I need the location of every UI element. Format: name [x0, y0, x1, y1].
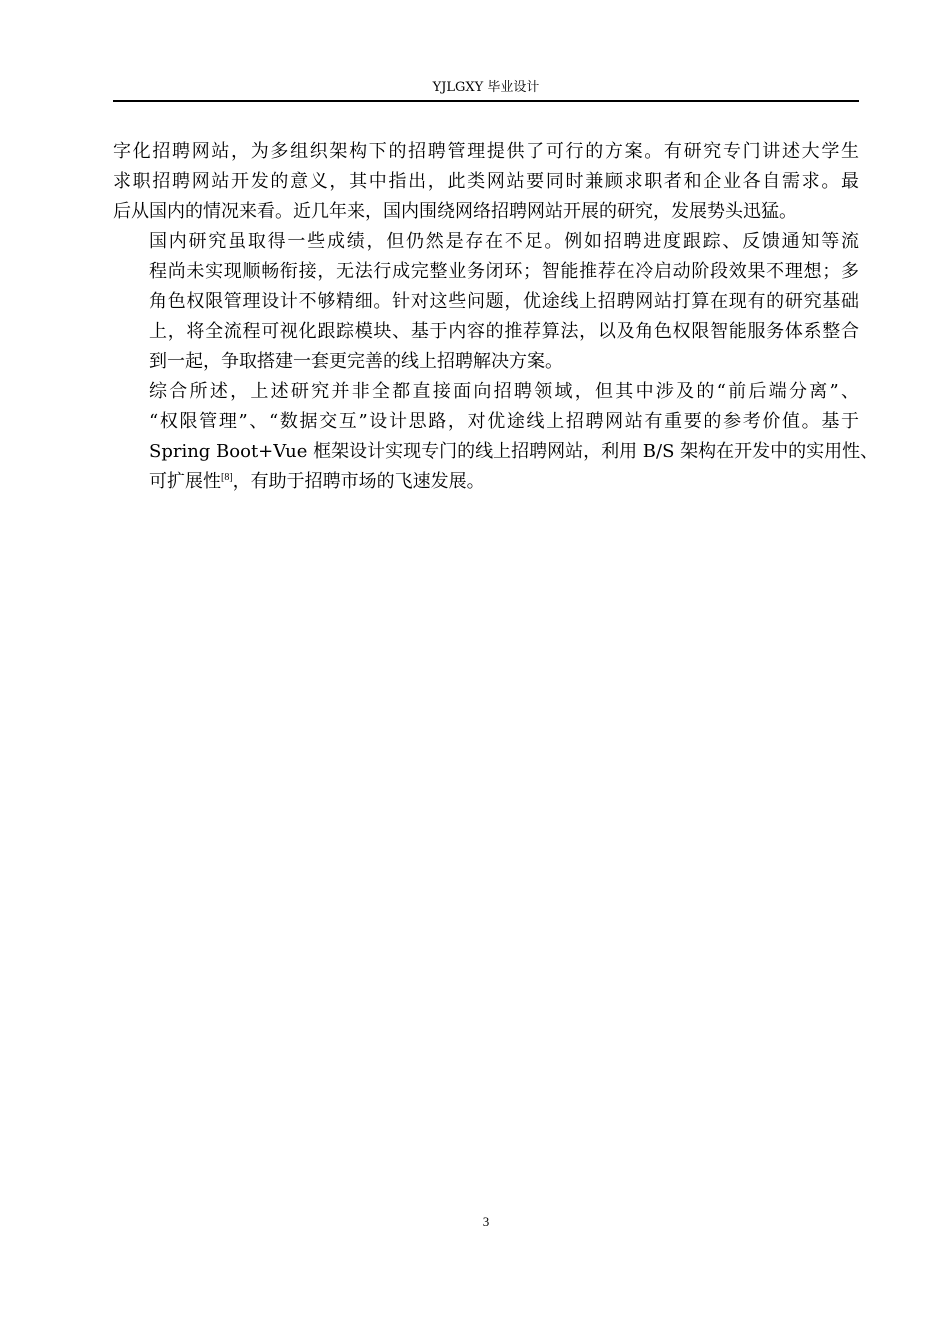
text-line: 字化招聘网站，为多组织架构下的招聘管理提供了可行的方案。有研究专门讲述大学生 [113, 141, 859, 162]
body-text [113, 137, 879, 497]
running-header: YJLGXY 毕业设计 [432, 80, 540, 95]
text-line: 上，将全流程可视化跟踪模块、基于内容的推荐算法，以及角色权限智能服务体系整合 [149, 321, 859, 342]
header-rule [113, 100, 859, 102]
text-line [113, 467, 859, 497]
paragraph-3 [113, 377, 879, 497]
text-line: 国内研究虽取得一些成绩，但仍然是存在不足。例如招聘进度跟踪、反馈通知等流 [149, 231, 859, 252]
text-fragment: ，有助于招聘市场的飞速发展。 [232, 471, 485, 492]
paragraph-1 [113, 137, 859, 227]
text-line: 求职招聘网站开发的意义，其中指出，此类网站要同时兼顾求职者和企业各自需求。最 [113, 171, 859, 192]
text-line: 程尚未实现顺畅衔接，无法行成完整业务闭环；智能推荐在冷启动阶段效果不理想；多 [149, 261, 859, 282]
text-line: 角色权限管理设计不够精细。针对这些问题，优途线上招聘网站打算在现有的研究基础 [149, 291, 859, 312]
page-number: 3 [482, 1214, 490, 1229]
text-fragment: 可扩展性 [149, 471, 221, 492]
text-line: Spring Boot+Vue 框架设计实现专门的线上招聘网站，利用 B/S 架构在开发中的实用性、 [149, 441, 879, 462]
text-line: “权限管理”、“数据交互”设计思路，对优途线上招聘网站有重要的参考价值。基于 [149, 411, 859, 432]
citation-marker[interactable]: [8] [221, 472, 233, 483]
paragraph-2 [113, 227, 859, 377]
text-line: 后从国内的情况来看。近几年来，国内围绕网络招聘网站开展的研究，发展势头迅猛。 [113, 201, 797, 222]
text-line: 到一起，争取搭建一套更完善的线上招聘解决方案。 [149, 351, 563, 372]
text-line: 综合所述，上述研究并非全都直接面向招聘领域，但其中涉及的“前后端分离”、 [149, 381, 859, 402]
